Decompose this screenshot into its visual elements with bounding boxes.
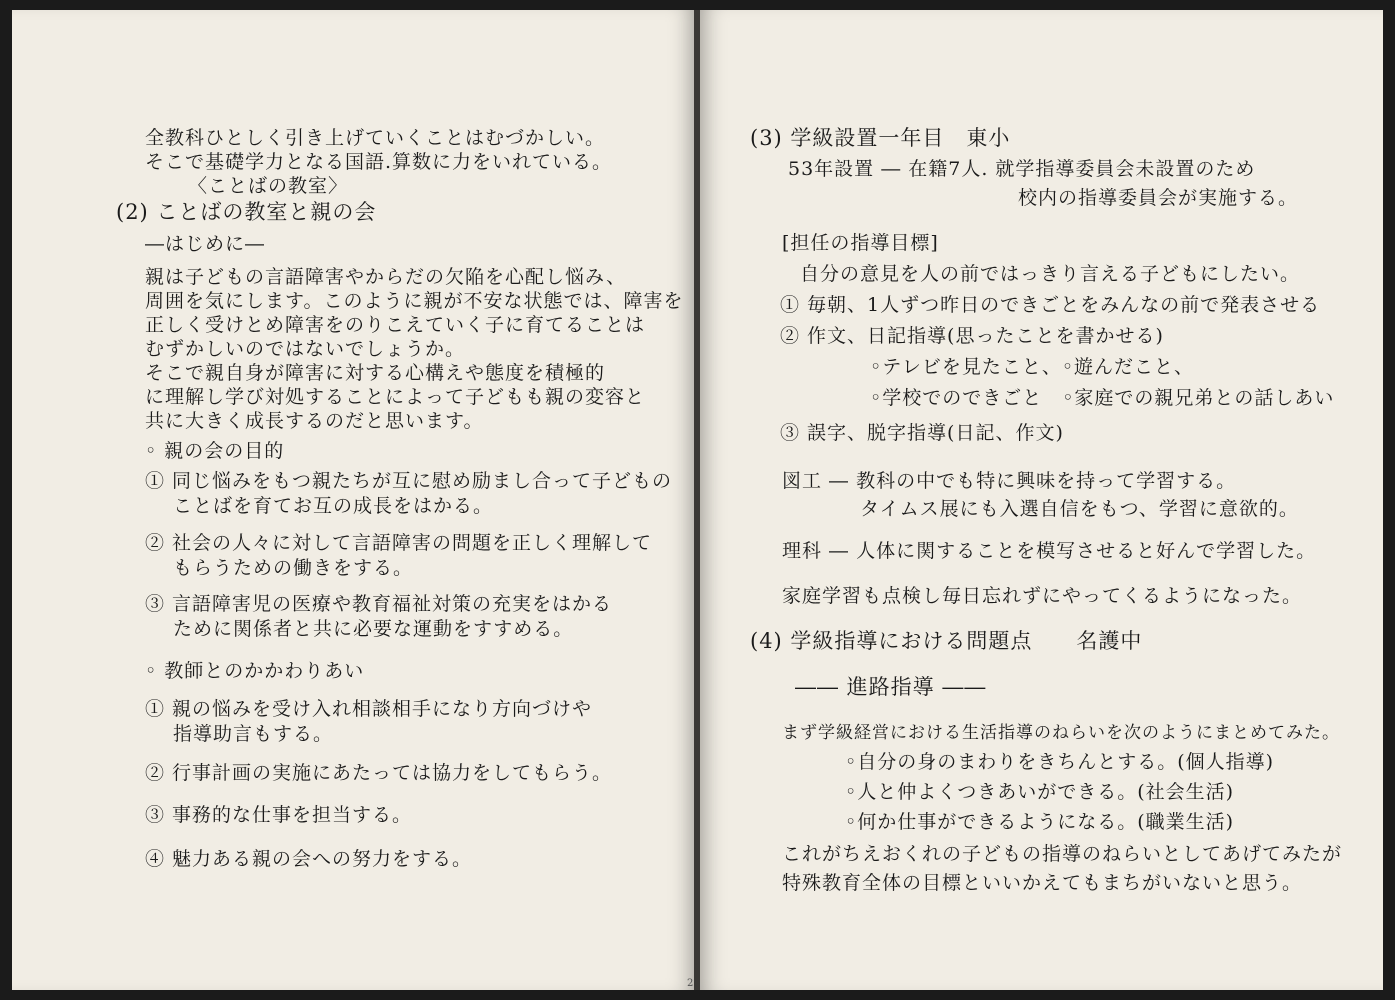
text-line: 理科 ― 人体に関することを模写させると好んで学習した。 (782, 540, 1317, 562)
list-item: ④ 魅力ある親の会への努力をする。 (145, 848, 473, 870)
text-line: 図工 ― 教科の中でも特に興味を持って学習する。 (782, 470, 1237, 492)
list-item-cont: 指導助言もする。 (173, 723, 334, 745)
page-number: 2 (687, 978, 694, 989)
subheading: ―はじめに― (145, 233, 266, 255)
text-line: 家庭学習も点検し毎日忘れずにやってくるようになった。 (782, 585, 1303, 607)
right-page (700, 10, 1383, 990)
list-item: ③ 誤字、脱字指導(日記、作文) (780, 422, 1064, 444)
text-line: タイムス展にも入選自信をもつ、学習に意欲的。 (860, 498, 1299, 520)
text-line: 自分の意見を人の前ではっきり言える子どもにしたい。 (800, 263, 1301, 285)
list-item-cont: ことばを育てお互の成長をはかる。 (173, 495, 494, 517)
list-item-cont: ◦学校でのできごと ◦家庭での親兄弟との話しあい (870, 387, 1335, 409)
list-item: ② 社会の人々に対して言語障害の問題を正しく理解して (145, 532, 653, 554)
text-line: 親は子どもの言語障害やからだの欠陥を心配し悩み、 (145, 266, 627, 288)
list-item: ① 同じ悩みをもつ親たちが互に慰め励まし合って子どもの (145, 470, 673, 492)
section-heading: (4) 学級指導における問題点 名護中 (750, 629, 1143, 653)
section-heading: (3) 学級設置一年目 東小 (750, 126, 1011, 150)
text-line: に理解し学び対処することによって子どもも親の変容と (145, 386, 646, 408)
text-line: そこで親自身が障害に対する心構えや態度を積極的 (145, 362, 606, 384)
text-line: 周囲を気にします。このように親が不安な状態では、障害を (145, 290, 684, 312)
list-item-cont: ために関係者と共に必要な運動をすすめる。 (173, 618, 574, 640)
list-item: ② 行事計画の実施にあたっては協力をしてもらう。 (145, 762, 613, 784)
text-line: むずかしいのではないでしょうか。 (145, 338, 466, 360)
list-item: ① 毎朝、1人ずつ昨日のできごとをみんなの前で発表させる (780, 294, 1321, 316)
text-line: 特殊教育全体の目標といいかえてもまちがいないと思う。 (782, 872, 1303, 894)
text-line: そこで基礎学力となる国語.算数に力をいれている。 (145, 151, 613, 173)
subheading: ―― 進路指導 ―― (795, 675, 987, 699)
text-line: 正しく受けとめ障害をのりこえていく子に育てることは (145, 314, 646, 336)
text-line: 共に大きく成長するのだと思います。 (145, 410, 484, 432)
list-heading: ◦ 教師とのかかわりあい (145, 660, 365, 682)
list-item: ◦何か仕事ができるようになる。(職業生活) (845, 811, 1235, 833)
text-line: まず学級経営における生活指導のねらいを次のようにまとめてみた。 (782, 723, 1340, 743)
text-line: 53年設置 ― 在籍7人. 就学指導委員会未設置のため (788, 158, 1256, 180)
list-item: ◦人と仲よくつきあいができる。(社会生活) (845, 781, 1235, 803)
list-item: ③ 言語障害児の医療や教育福祉対策の充実をはかる (145, 593, 613, 615)
text-line: これがちえおくれの子どもの指導のねらいとしてあげてみたが (782, 843, 1343, 865)
list-heading: ◦ 親の会の目的 (145, 440, 285, 462)
text-line: 全教科ひとしく引き上げていくことはむづかしい。 (145, 127, 606, 149)
list-item: ② 作文、日記指導(思ったことを書かせる) (780, 325, 1164, 347)
list-item: ◦自分の身のまわりをきちんとする。(個人指導) (845, 751, 1275, 773)
text-line: 校内の指導委員会が実施する。 (1018, 187, 1299, 209)
list-item: ① 親の悩みを受け入れ相談相手になり方向づけや (145, 698, 593, 720)
section-heading: (2) ことばの教室と親の会 (116, 200, 377, 224)
list-item: ③ 事務的な仕事を担当する。 (145, 804, 413, 826)
subheading: [担任の指導目標] (782, 232, 939, 254)
left-page (12, 10, 695, 990)
list-item-cont: ◦テレビを見たこと、◦遊んだこと、 (870, 356, 1195, 378)
section-heading: 〈ことばの教室〉 (188, 175, 349, 197)
list-item-cont: もらうための働きをする。 (173, 557, 414, 579)
